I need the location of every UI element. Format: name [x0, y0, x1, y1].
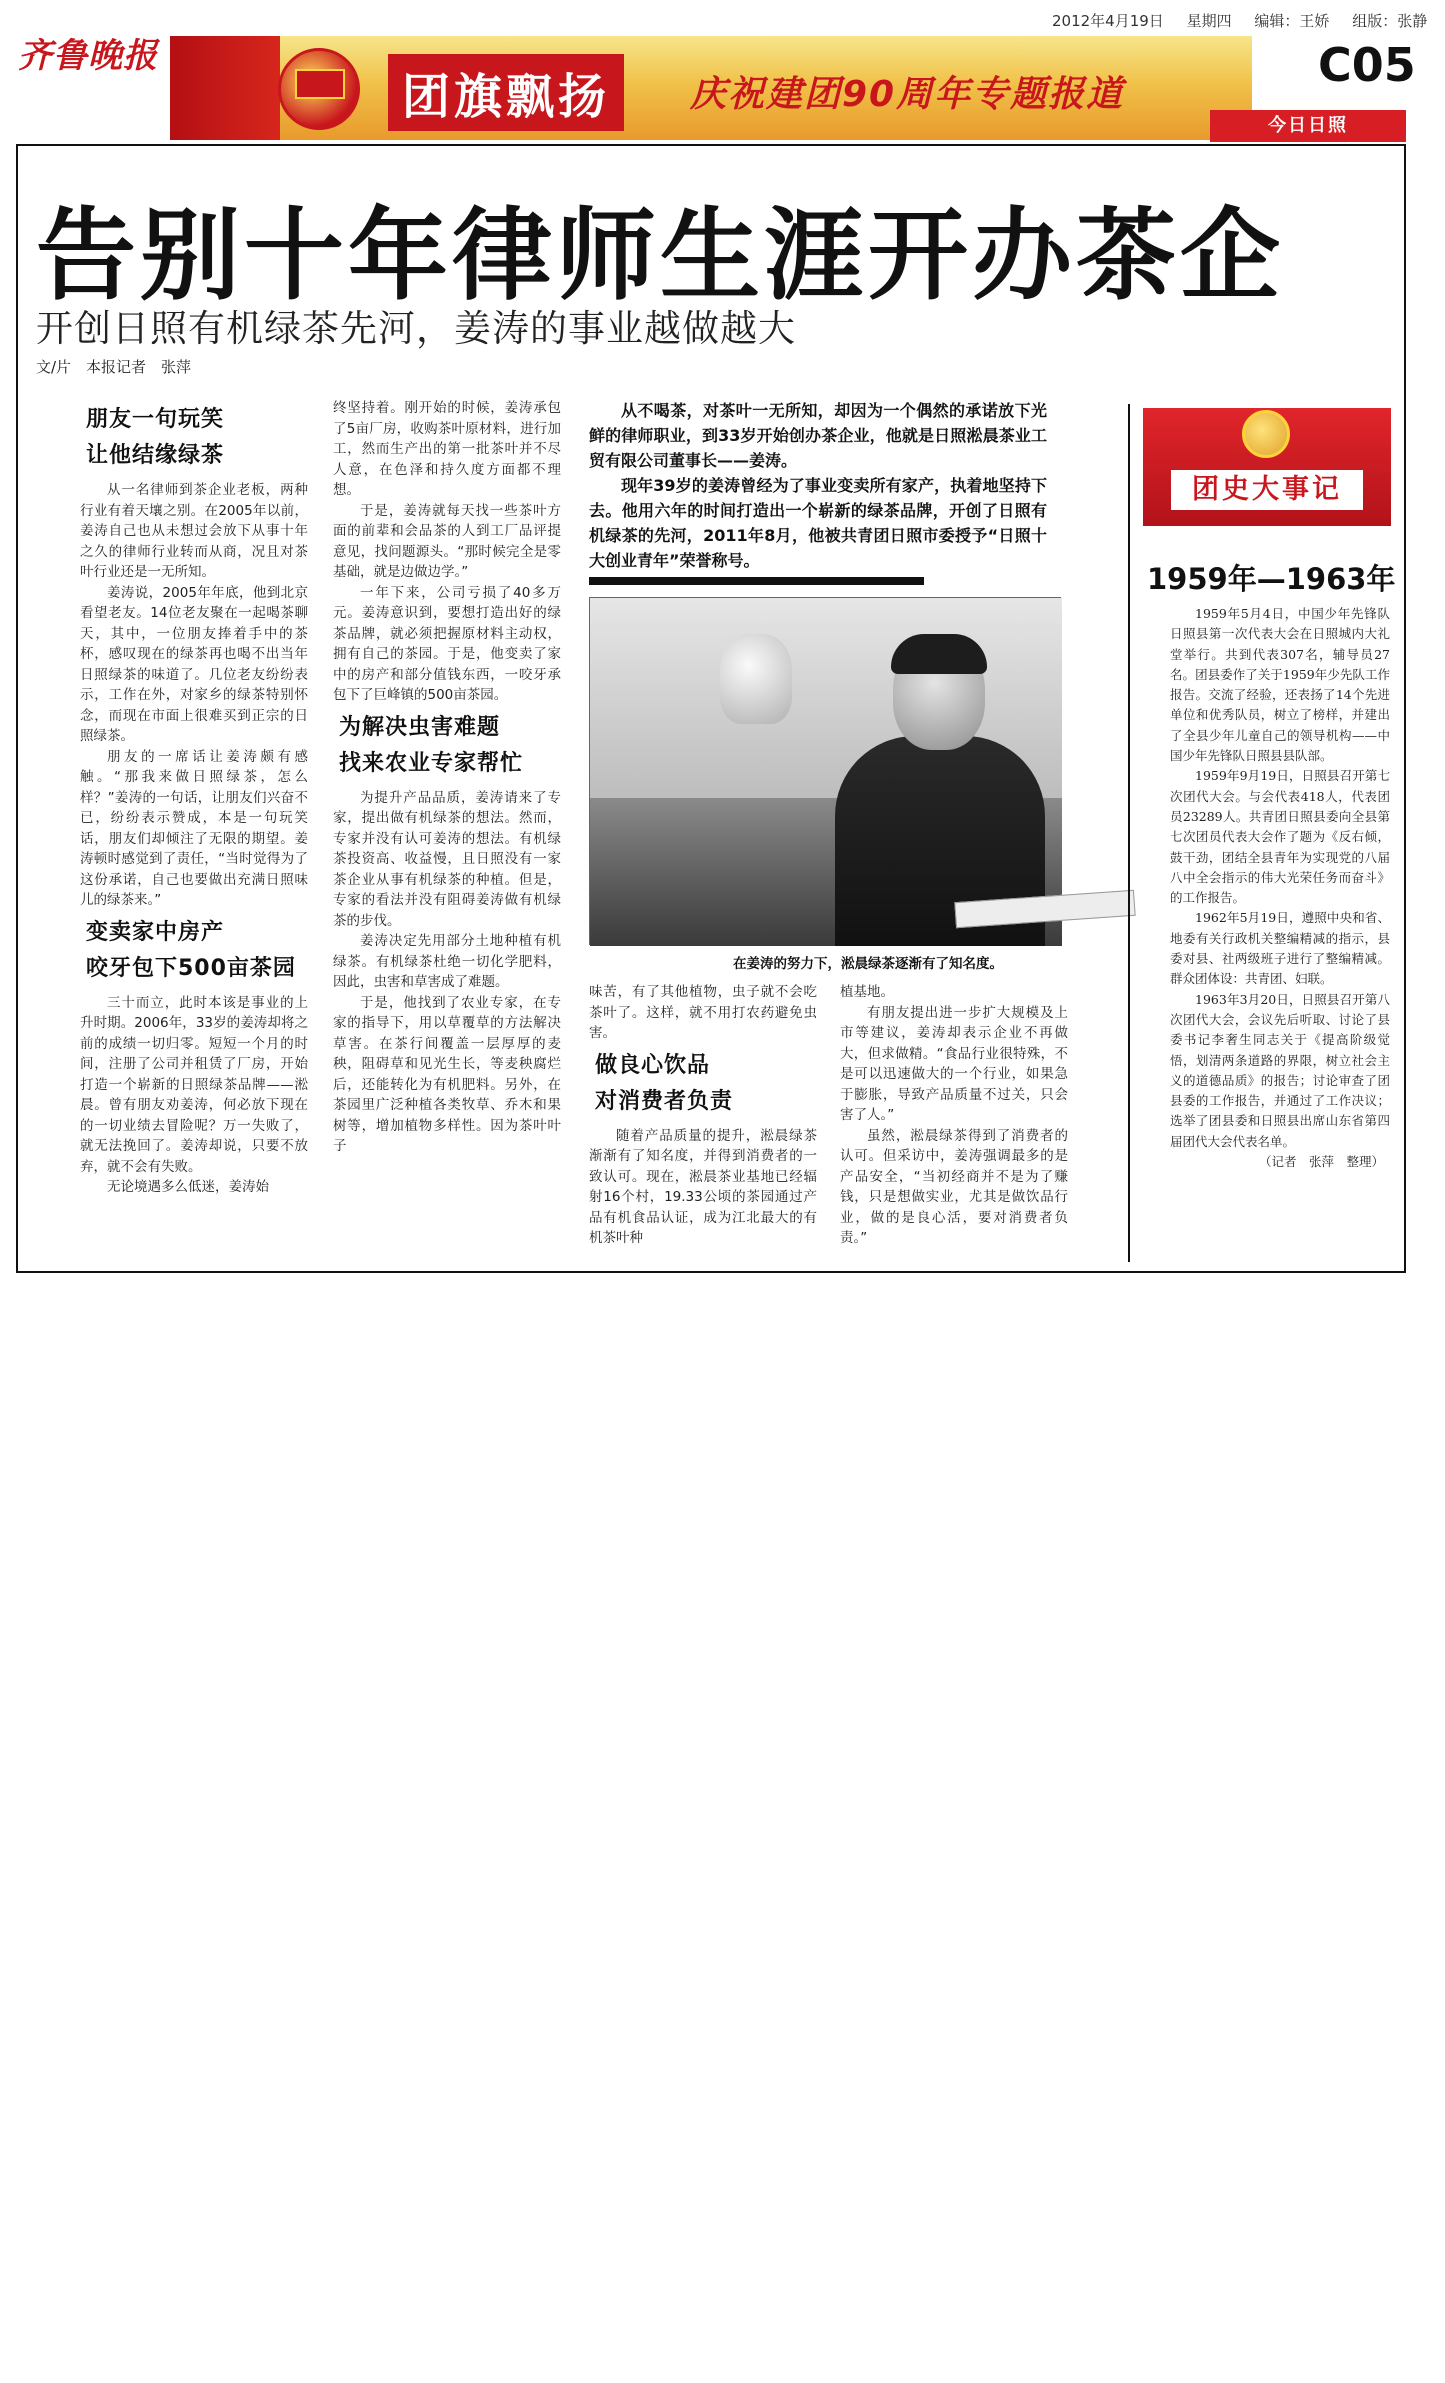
special-report-banner — [170, 36, 1252, 140]
lead-divider — [589, 577, 924, 585]
vase-icon — [720, 634, 792, 724]
youth-league-emblem-icon — [1242, 410, 1290, 458]
issue-date: 2012年4月19日 — [1052, 12, 1164, 30]
issue-weekday: 星期四 — [1186, 12, 1232, 30]
paragraph: 姜涛决定先用部分土地种植有机绿茶。有机绿茶杜绝一切化学肥料，因此，虫害和草害成了难题。 — [333, 933, 561, 990]
paragraph: 味苦，有了其他植物，虫子就不会吃茶叶了。这样，就不用打农药避免虫害。 — [589, 984, 817, 1041]
portrait-photo — [589, 597, 1061, 945]
paragraph: 有朋友提出进一步扩大规模及上市等建议，姜涛却表示企业不再做大，但求做精。“食品行业很特殊，不是可以迅速做大的一个行业，如果急于膨胀，导致产品质量不过关，只会害了人。” — [840, 1004, 1068, 1123]
paragraph: 为提升产品品质，姜涛请来了专家，提出做有机绿茶的想法。然而，专家并没有认可姜涛的想法。有机绿茶投资高、收益慢，且日照没有一家茶企业从事有机绿茶的种植。但是，专家的看法并没有阻碍姜涛做有机绿茶的步伐。 — [333, 789, 561, 929]
paragraph: 无论境遇多么低迷，姜涛始 — [107, 1179, 269, 1195]
paragraph: 终坚持着。刚开始的时候，姜涛承包了5亩厂房，收购茶叶原材料，进行加工，然而生产出的第一批茶叶并不尽人意，在色泽和持久度方面都不理想。 — [333, 400, 561, 498]
page-number: C05 — [1318, 38, 1416, 92]
paragraph: 于是，姜涛就每天找一些茶叶方面的前辈和会品茶的人到工厂品评提意见，找问题源头。“那时候完全是零基础，就是边做边学。” — [333, 502, 561, 580]
article-column-3 — [589, 982, 817, 1262]
newspaper-masthead: 齐鲁晚报 — [18, 36, 158, 76]
history-entry: 1963年3月20日，日照县召开第八次团代大会，会议先后听取、讨论了县委书记李奢生同志关于《提高阶级觉悟，划清两条道路的界限，树立社会主义的道德品质》的报告；讨论审查了团县委的工作报告，并通过了工作决议；选举了团县委和日照县出席山东省第四届团代大会代表名单。 — [1170, 991, 1390, 1149]
layout-credit: 组版：张静 — [1352, 12, 1428, 30]
lead-paragraph: 现年39岁的姜涛曾经为了事业变卖所有家产，执着地坚持下去。他用六年的时间打造出一个崭新的绿茶品牌，开创了日照有机绿茶的先河，2011年8月，他被共青团日照市委授予“日照十大创业青年”荣誉称号。 — [589, 476, 1047, 570]
article-column-4 — [840, 982, 1068, 1262]
article-byline: 文/片 本报记者 张萍 — [36, 358, 192, 376]
paragraph: 三十而立，此时本该是事业的上升时期。2006年，33岁的姜涛却将之前的成绩一切归零。短短一个月的时间，注册了公司并租赁了厂房，开始打造一个崭新的日照绿茶品牌——淞晨。曾有朋友劝姜涛，何必放下现在的一切业绩去冒险呢？万一失败了，就无法挽回了。姜涛却说，只要不放弃，就不会有失败。 — [80, 994, 308, 1175]
history-badge — [1143, 408, 1391, 526]
photo-caption: 在姜涛的努力下，淞晨绿茶逐渐有了知名度。 — [733, 956, 1003, 972]
history-entry: 1959年9月19日，日照县召开第七次团代大会。与会代表418人，代表团员23289人。共青团日照县委向全县第七次团员代表大会作了题为《反右倾，鼓干劲，团结全县青年为实现党的八届八中全会指示的伟大光荣任务而奋斗》的工作报告。 — [1170, 768, 1390, 906]
history-badge-label: 团史大事记 — [1171, 470, 1363, 510]
article-headline: 告别十年律师生涯开办茶企 — [36, 197, 1284, 314]
section-heading: 为解决虫害难题 找来农业专家帮忙 — [339, 714, 524, 776]
section-heading: 做良心饮品 对消费者负责 — [595, 1052, 734, 1114]
history-entry: 1959年5月4日，中国少年先锋队日照县第一次代表大会在日照城内大礼堂举行。共到代表307名，辅导员27名。团县委作了关于1959年少先队工作报告。交流了经验，还表扬了14个先进单位和优秀队员，树立了榜样，并建出了全县少年儿童自己的领导机构——中国少年先锋队日照县县队部。 — [1170, 606, 1390, 764]
paragraph: 植基地。 — [840, 984, 894, 1000]
history-period: 1959年—1963年 — [1147, 562, 1396, 596]
paragraph: 于是，他找到了农业专家，在专家的指导下，用以草覆草的方法解决草害。在茶行间覆盖一层厚厚的麦秧，阻碍草和见光生长，等麦秧腐烂后，还能转化为有机肥料。另外，在茶园里广泛种植各类牧草、乔木和果树等，增加植物多样性。因为茶叶叶子 — [333, 994, 561, 1154]
history-credit: （记者 张萍 整理） — [1258, 1154, 1384, 1170]
person-figure — [835, 638, 1045, 946]
dateline — [1052, 10, 1445, 31]
article-column-1 — [80, 402, 308, 1262]
history-body — [1170, 604, 1390, 1172]
paragraph: 从一名律师到茶企业老板，两种行业有着天壤之别。在2005年以前，姜涛自己也从未想过会放下从事十年之久的律师行业转而从商，况且对茶叶行业还是一无所知。 — [80, 482, 308, 580]
section-heading: 朋友一句玩笑 让他结缘绿茶 — [86, 407, 225, 468]
banner-flag-stripe — [170, 36, 280, 140]
paragraph: 随着产品质量的提升，淞晨绿茶渐渐有了知名度，并得到消费者的一致认可。现在，淞晨茶业基地已经辐射16个村，19.33公顷的茶园通过产品有机食品认证，成为江北最大的有机茶叶种 — [589, 1127, 817, 1246]
paragraph: 朋友的一席话让姜涛颇有感触。“那我来做日照绿茶，怎么样？”姜涛的一句话，让朋友们兴奋不已，纷纷表示赞成，本是一句玩笑话，朋友们却倾注了无限的期望。姜涛顿时感觉到了责任，“当时觉得为了这份承诺，自己也要做出充满日照味儿的绿茶来。” — [80, 748, 308, 908]
article-subhead: 开创日照有机绿茶先河，姜涛的事业越做越大 — [36, 307, 796, 350]
youth-league-emblem-icon — [278, 48, 360, 130]
paragraph: 虽然，淞晨绿茶得到了消费者的认可。但采访中，姜涛强调最多的是产品安全，“当初经商并不是为了赚钱，只是想做实业，尤其是做饮品行业，做的是良心活，要对消费者负责。” — [840, 1127, 1068, 1246]
paragraph: 一年下来，公司亏损了40多万元。姜涛意识到，要想打造出好的绿茶品牌，就必须把握原材料主动权，拥有自己的茶园。于是，他变卖了家中的房产和部分值钱东西，一咬牙承包下了巨峰镇的500亩茶园。 — [333, 584, 561, 703]
article-lead — [589, 398, 1047, 573]
sidebar-divider — [1128, 404, 1130, 1262]
section-tab: 今日日照 — [1210, 110, 1406, 142]
editor-credit: 编辑：王娇 — [1254, 12, 1330, 30]
article-column-2 — [333, 398, 561, 1262]
banner-title: 团旗飘扬 — [388, 54, 624, 131]
banner-subtitle: 庆祝建团90周年专题报道 — [690, 74, 1125, 115]
lead-paragraph: 从不喝茶，对茶叶一无所知，却因为一个偶然的承诺放下光鲜的律师职业，到33岁开始创办茶企业，他就是日照淞晨茶业工贸有限公司董事长——姜涛。 — [589, 401, 1047, 470]
paragraph: 姜涛说，2005年年底，他到北京看望老友。14位老友聚在一起喝茶聊天，其中，一位朋友捧着手中的茶杯，感叹现在的绿茶再也喝不出当年日照绿茶的味道了。几位老友纷纷表示，工作在外，对家乡的绿茶特别怀念，而现在市面上很难买到正宗的日照绿茶。 — [80, 584, 308, 744]
history-entry: 1962年5月19日，遵照中央和省、地委有关行政机关整编精减的指示，县委对县、社两级班子进行了整编精减。群众团体设：共青团、妇联。 — [1170, 910, 1390, 987]
section-heading: 变卖家中房产 咬牙包下500亩茶园 — [86, 919, 296, 981]
